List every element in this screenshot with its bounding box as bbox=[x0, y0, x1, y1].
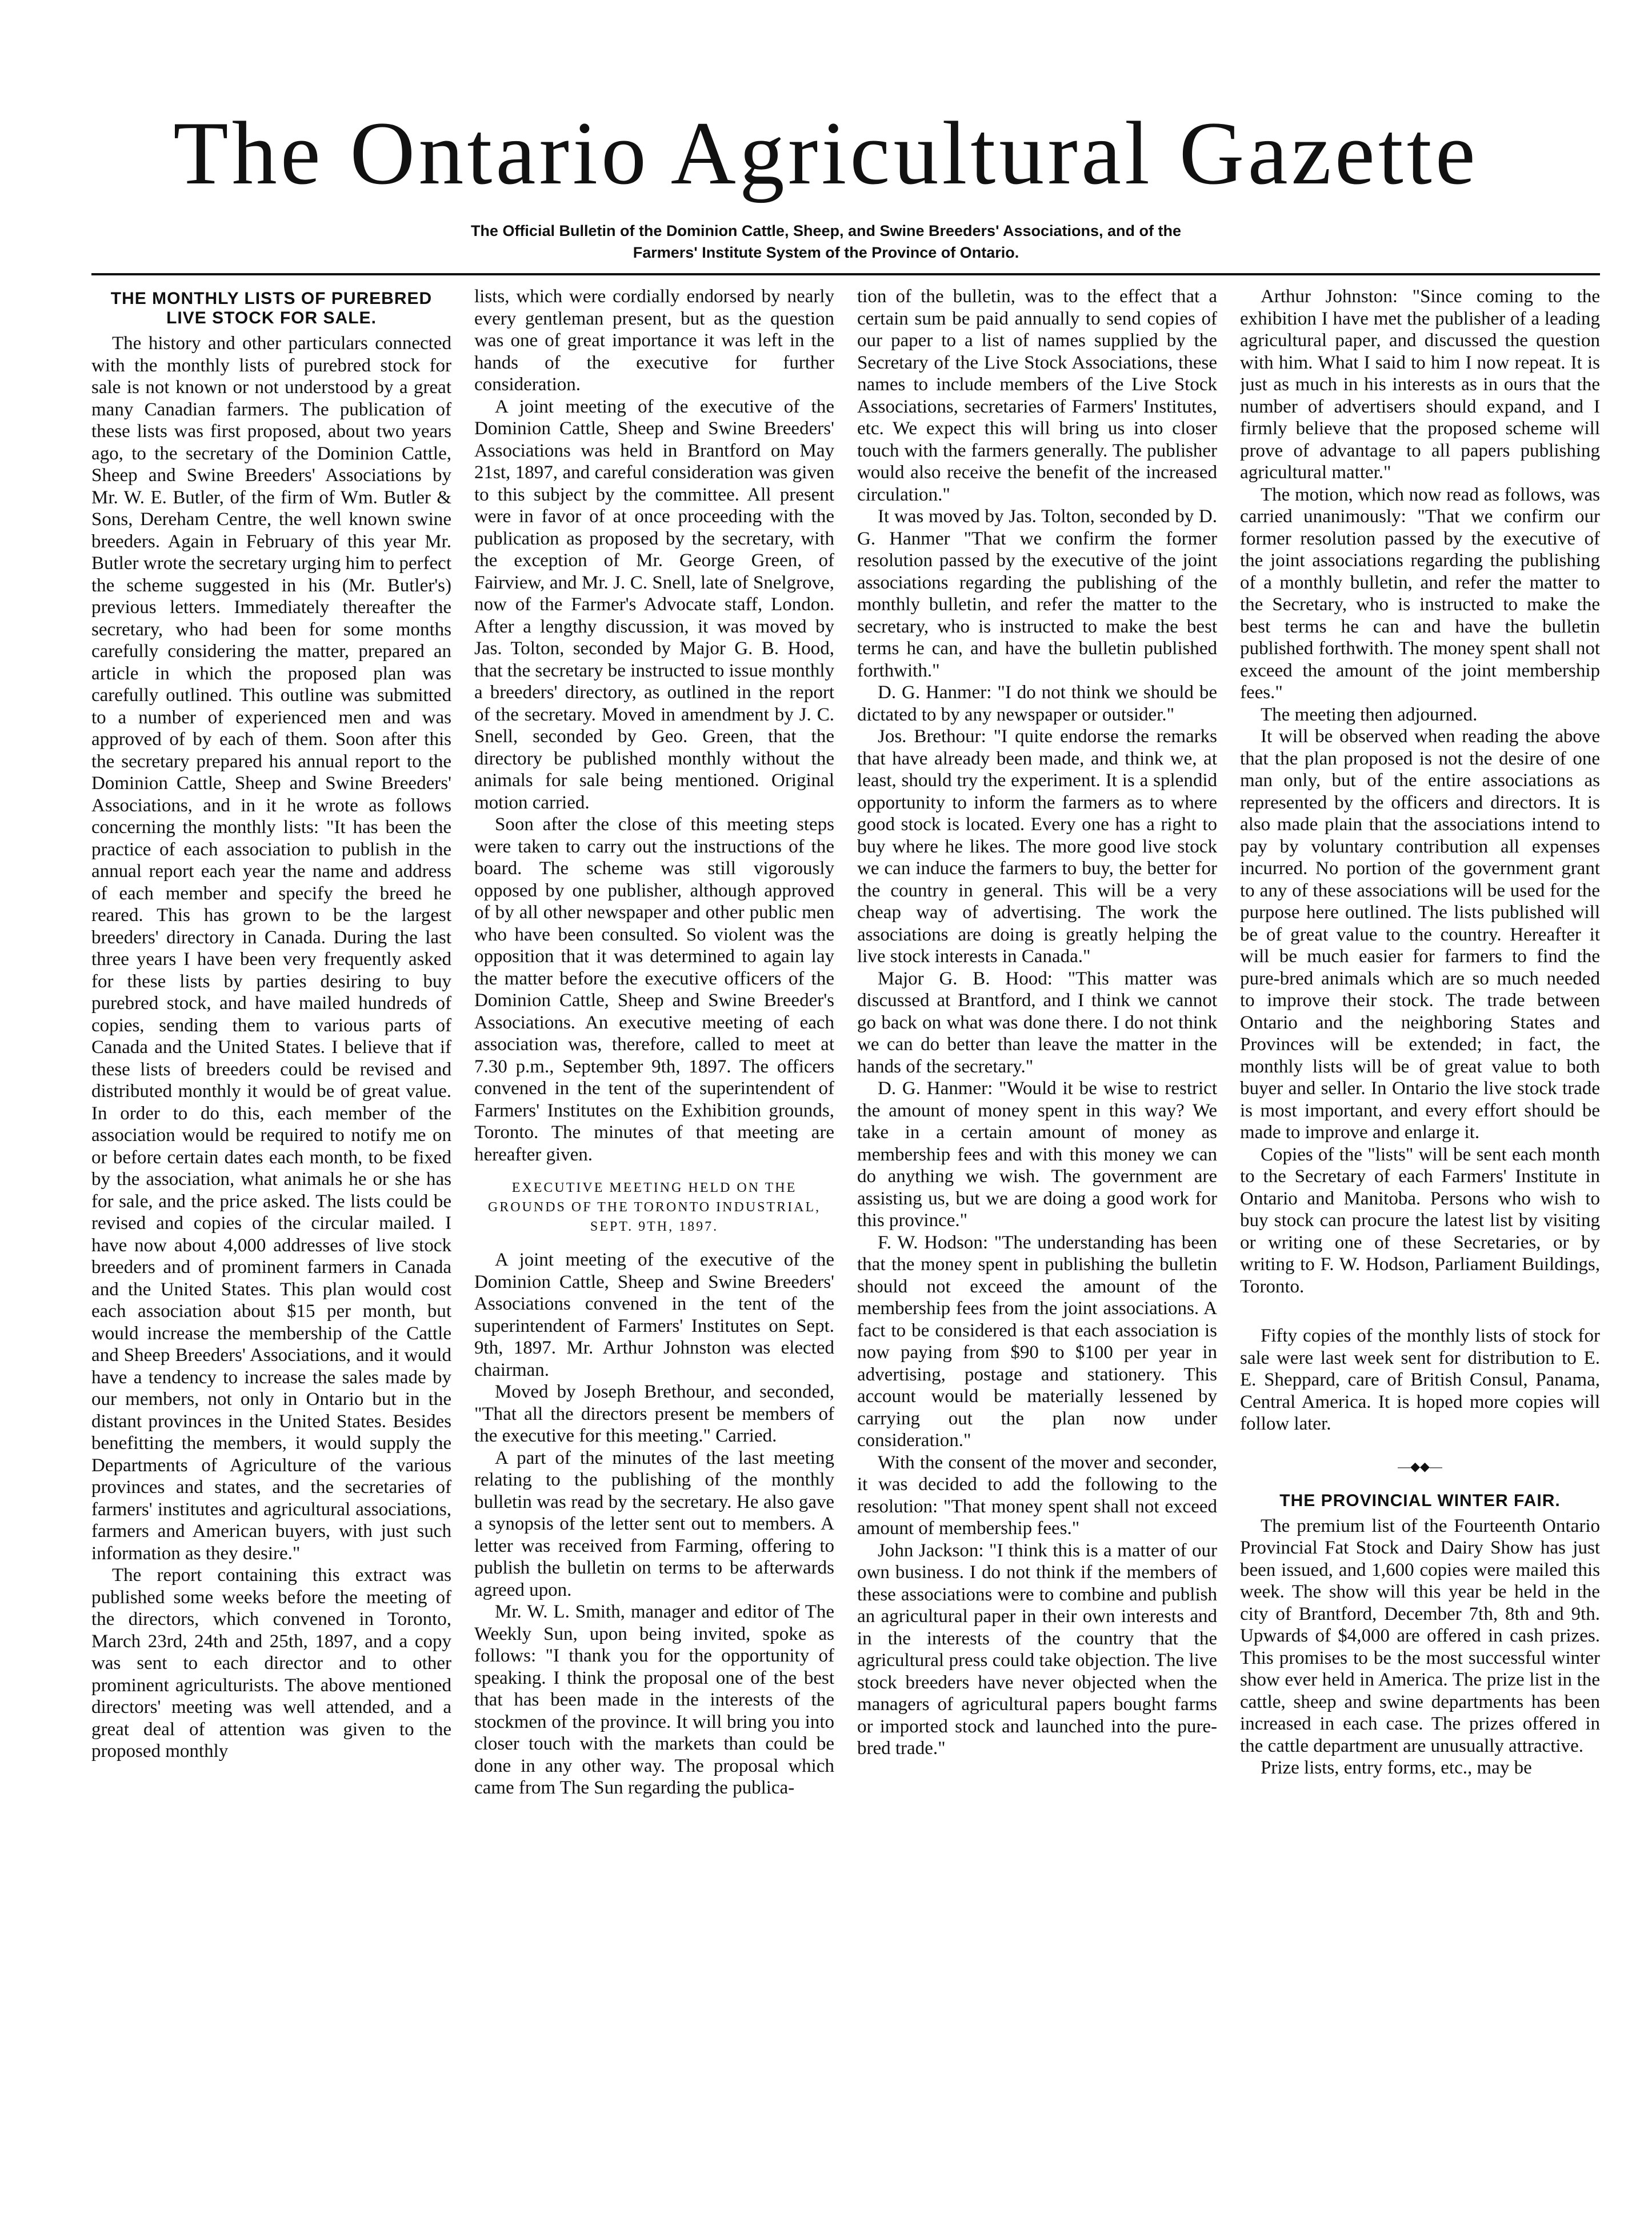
paragraph: Prize lists, entry forms, etc., may be bbox=[1261, 1757, 1532, 1778]
paragraph: The report containing this extract was published some weeks before the meeting of the directors, which convened in Toronto, March 23rd, 24th and 25th, 1897, and a copy was sent to each director and to other prominent agriculturists. The above mentioned directors' meeting was well attended, and a great deal of attention was given to the proposed monthly bbox=[91, 1565, 451, 1761]
paragraph: It was moved by Jas. Tolton, seconded by D. G. Hanmer "That we confirm the former resolution passed by the executive of the joint associations regarding the publishing of the monthly bulletin, and refer the matter to the secretary, who is instructed to make the best terms he can, and have the bulletin published forthwith." bbox=[857, 506, 1217, 681]
paragraph: Soon after the close of this meeting steps were taken to carry out the instructions of the board. The scheme was still vigorously opposed by one publisher, although approved of by all other newspaper and other public men who have been consulted. So violent was the opposition that it was determined to again lay the matter before the executive officers of the Dominion Cattle, Sheep and Swine Breeder's Associations. An executive meeting of each association was, therefore, called to meet at 7.30 p.m., September 9th, 1897. The officers convened in the tent of the superintendent of Farmers' Institutes on the Exhibition grounds, Toronto. The minutes of that meeting are hereafter given. bbox=[474, 814, 834, 1165]
paragraph: With the consent of the mover and seconder, it was decided to add the following to the resolution: "That money spent shall not exceed amount of membership fees." bbox=[857, 1452, 1217, 1539]
paragraph: Mr. W. L. Smith, manager and editor of The Weekly Sun, upon being invited, spoke as follows: "I thank you for the opportunity of speaking. I think the proposal one of the best that has been made in the interests of the stockmen of the province. It will bring you into closer touch with the markets than could be done in any other way. The proposal which came from The Sun regarding the publica- bbox=[474, 1602, 834, 1798]
paragraph: Arthur Johnston: "Since coming to the exhibition I have met the publisher of a leading agricultural paper, and discussed the question with him. What I said to him I now repeat. It is just as much in his interests as in ours that the number of advertisers should expand, and I firmly believe that the proposed scheme will prove of advantage to all papers publishing agricultural matter." bbox=[1240, 286, 1600, 483]
masthead-rule bbox=[91, 273, 1600, 275]
masthead-subtitle bbox=[0, 220, 1652, 263]
subtitle-line-2: Farmers' Institute System of the Province of Ontario. bbox=[633, 244, 1019, 261]
column-2 bbox=[474, 286, 834, 2217]
article-heading: THE MONTHLY LISTS OF PUREBRED LIVE STOCK FOR SALE. bbox=[110, 289, 433, 327]
paragraph: lists, which were cordially endorsed by nearly every gentleman present, but as the question was one of great importance it was left in the hands of the executive for further consideration. bbox=[474, 286, 834, 395]
paragraph: The meeting then adjourned. bbox=[1261, 704, 1478, 725]
spacer bbox=[1240, 1298, 1600, 1325]
column-1 bbox=[91, 286, 451, 2217]
paragraph: tion of the bulletin, was to the effect that a certain sum be paid annually to send copies of our paper to a list of names supplied by the Secretary of the Live Stock Associations, these names to include members of the Live Stock Associations, secretaries of Farmers' Institutes, etc. We expect this will bring us into closer touch with the farmers generally. The publisher would also receive the benefit of the increased circulation." bbox=[857, 286, 1217, 505]
article-columns bbox=[91, 286, 1600, 2217]
paragraph: Jos. Brethour: "I quite endorse the remarks that have already been made, and think we, at least, should try the experiment. It is a splendid opportunity to inform the farmers as to where good stock is located. Every one has a right to buy where he likes. The more good live stock we can induce the farmers to buy, the better for the country in general. This will be a very cheap way of advertising. The work the associations are doing is greatly helping the live stock interests in Canada." bbox=[857, 726, 1217, 967]
section-divider: —◆◆— bbox=[1398, 1459, 1442, 1474]
paragraph: Fifty copies of the monthly lists of stock for sale were last week sent for distribution to E. E. Sheppard, care of British Consul, Panama, Central America. It is hoped more copies will follow later. bbox=[1240, 1326, 1600, 1434]
paragraph: Copies of the "lists" will be sent each month to the Secretary of each Farmers' Institute in Ontario and Manitoba. Persons who wish to buy stock can procure the latest list by visiting or writing one of these Secretaries, or by writing to F. W. Hodson, Parliament Buildings, Toronto. bbox=[1240, 1144, 1600, 1297]
column-4 bbox=[1240, 286, 1600, 2217]
paragraph: The premium list of the Fourteenth Ontario Provincial Fat Stock and Dairy Show has just been issued, and 1,600 copies were mailed this week. The show will this year be held in the city of Brantford, December 7th, 8th and 9th. Upwards of $4,000 are offered in cash prizes. This promises to be the most successful winter show ever held in America. The prize list in the cattle, sheep and swine departments has been increased in each case. The prizes offered in the cattle department are unusually attractive. bbox=[1240, 1515, 1600, 1756]
article-heading-winter-fair: THE PROVINCIAL WINTER FAIR. bbox=[1279, 1491, 1561, 1510]
paragraph: Moved by Joseph Brethour, and seconded, "That all the directors present be members of the executive for this meeting." Carried. bbox=[474, 1382, 834, 1446]
masthead-title: The Ontario Agricultural Gazette bbox=[173, 103, 1479, 203]
paragraph: A joint meeting of the executive of the Dominion Cattle, Sheep and Swine Breeders' Associations was held in Brantford on May 21st, 1897, and careful consideration was given to this subject by the committee. All present were in favor of at once proceeding with the publication as proposed by the secretary, with the exception of Mr. George Green, of Fairview, and Mr. J. C. Snell, late of Snelgrove, now of the Farmer's Advocate staff, London. After a lengthy discussion, it was moved by Jas. Tolton, seconded by Major G. B. Hood, that the secretary be instructed to issue monthly a breeders' directory, as outlined in the report of the secretary. Moved in amendment by J. C. Snell, seconded by Geo. Green, that the directory be published monthly without the animals for sale being mentioned. Original motion carried. bbox=[474, 396, 834, 813]
paragraph: Major G. B. Hood: "This matter was discussed at Brantford, and I think we cannot go back on what was done there. I do not think we can do better than leave the matter in the hands of the secretary." bbox=[857, 968, 1217, 1077]
paragraph: A part of the minutes of the last meeting relating to the publishing of the monthly bulletin was read by the secretary. He also gave a synopsis of the letter sent out to members. A letter was received from Farming, offering to publish the bulletin on terms to be afterwards agreed upon. bbox=[474, 1447, 834, 1600]
paragraph: D. G. Hanmer: "Would it be wise to restrict the amount of money spent in this way? We take in a certain amount of money as membership fees and with this money we can do anything we wish. The government are assisting us, but we are doing a good work for this province." bbox=[857, 1078, 1217, 1231]
paragraph: The motion, which now read as follows, was carried unanimously: "That we confirm our former resolution passed by the executive of the joint associations regarding the publishing of a monthly bulletin, and refer the matter to the Secretary, who is instructed to make the best terms he can and have the bulletin published forthwith. The money spent shall not exceed the amount of the joint membership fees." bbox=[1240, 484, 1600, 703]
paragraph: D. G. Hanmer: "I do not think we should be dictated to by any newspaper or outsider." bbox=[857, 682, 1217, 725]
paragraph: A joint meeting of the executive of the Dominion Cattle, Sheep and Swine Breeders' Associations convened in the tent of the superintendent of Farmers' Institutes on Sept. 9th, 1897. Mr. Arthur Johnston was elected chairman. bbox=[474, 1250, 834, 1380]
paragraph: It will be observed when reading the above that the plan proposed is not the desire of one man only, but of the entire associations as represented by the officers and directors. It is also made plain that the associations intend to pay by voluntary contribution all expenses incurred. No portion of the government grant to any of these associations will be used for the purpose here outlined. The lists published will be of great value to the country. Hereafter it will be much easier for farmers to find the pure-bred animals which are so much needed to improve their stock. The trade between Ontario and the neighboring States and Provinces will be extended; in fact, the monthly lists will be of great value to both buyer and seller. In Ontario the live stock trade is most important, and every effort should be made to improve and enlarge it. bbox=[1240, 726, 1600, 1143]
paragraph: John Jackson: "I think this is a matter of our own business. I do not think if the members of these associations were to combine and publish an agricultural paper in their own interests and in the interests of the country that the agricultural press could take objection. The live stock breeders have never objected when the managers of agricultural papers bought farms or imported stock and launched into the pure-bred trade." bbox=[857, 1540, 1217, 1759]
paragraph: F. W. Hodson: "The understanding has been that the money spent in publishing the bulletin should not exceed the amount of the membership fees from the joint associations. A fact to be considered is that each association is now paying from $90 to $100 per year in advertising, postage and stationery. This account would be materially lessened by carrying out the plan now under consideration." bbox=[857, 1232, 1217, 1451]
minutes-heading: EXECUTIVE MEETING HELD ON THE GROUNDS OF THE TORONTO INDUSTRIAL, SEPT. 9TH, 1897. bbox=[487, 1180, 821, 1234]
subtitle-line-1: The Official Bulletin of the Dominion Cattle, Sheep, and Swine Breeders' Associations, and of the bbox=[470, 222, 1182, 239]
paragraph: The history and other particulars connected with the monthly lists of purebred stock for sale is not known or not understood by a great many Canadian farmers. The publication of these lists was first proposed, about two years ago, to the secretary of the Dominion Cattle, Sheep and Swine Breeders' Associations by Mr. W. E. Butler, of the firm of Wm. Butler & Sons, Dereham Centre, the well known swine breeders. Again in February of this year Mr. Butler wrote the secretary urging him to perfect the scheme suggested in his (Mr. Butler's) previous letters. Immediately thereafter the secretary, who had been for some months carefully considering the matter, prepared an article in which the proposed plan was carefully outlined. This outline was submitted to a number of experienced men and was approved of by each of them. Soon after this the secretary prepared his annual report to the Dominion Cattle, Sheep and Swine Breeders' Associations, and in it he wrote as follows concerning the monthly lists: "It has been the practice of each association to publish in the annual report each year the name and address of each member and specify the breed he reared. This has grown to be the largest breeders' directory in Canada. During the last three years I have been very frequently asked for these lists by parties desiring to buy purebred stock, and have mailed hundreds of copies, sending them to various parts of Canada and the United States. I believe that if these lists of breeders could be revised and distributed monthly it would be of great value. In order to do this, each member of the association would be required to notify me on or before certain dates each month, to be fixed by the association, what animals he or she has for sale, and the price asked. The lists could be revised and copies of the circular mailed. I have now about 4,000 addresses of live stock breeders and of prominent farmers in Canada and the United States. This plan would cost each association about $15 per month, but would increase the membership of the Cattle and Sheep Breeders' Associations, and it would have a tendency to increase the sales made by our members, not only in Ontario but in the distant provinces in the United States. Besides benefitting the members, it would supply the Departments of Agriculture of the various provinces and states, and the secretaries of farmers' institutes and agricultural associations, farmers and American buyers, with just such information as they desire." bbox=[91, 333, 451, 1564]
column-3 bbox=[857, 286, 1217, 2217]
